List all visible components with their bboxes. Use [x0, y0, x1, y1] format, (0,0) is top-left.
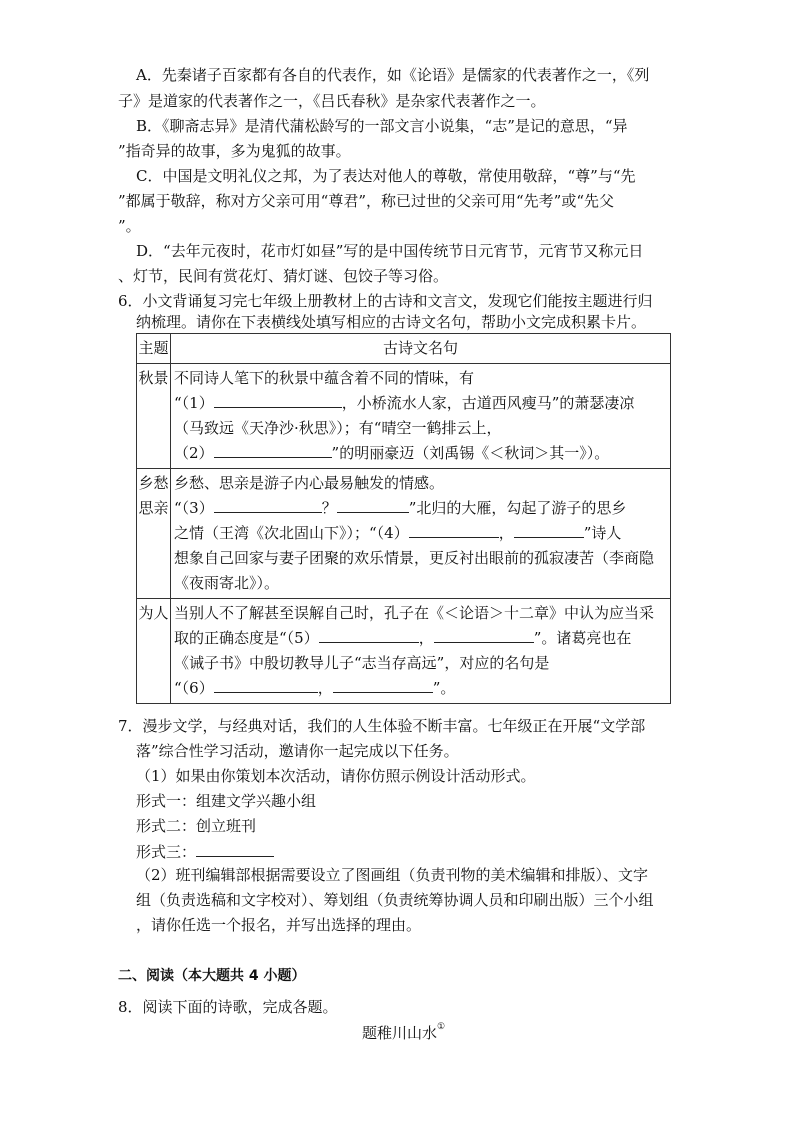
homesick-line-2: [174, 496, 667, 521]
homesick-comma: ，: [498, 524, 514, 542]
autumn-line-2-rest: ，小桥流水人家，古道西风瘦马”的萧瑟凄凉: [341, 394, 635, 412]
accumulation-card-table: [136, 333, 671, 704]
content-autumn: [171, 364, 671, 469]
autumn-line-2: [174, 391, 667, 416]
conduct-line-3: 《诫子书》中殷切教导儿子“志当存高远”，对应的名句是: [174, 654, 550, 672]
autumn-line-4-rest: ”的明丽豪迈（刘禹锡《＜秋词＞其一》）。: [331, 444, 610, 462]
conduct-line-4: [174, 676, 667, 701]
homesick-line-3-rest: ”诗人: [583, 524, 622, 542]
answer-blank-form-3[interactable]: [196, 840, 274, 857]
q7-sub-1: （1）如果由你策划本次活动，请你仿照示例设计活动形式。: [136, 767, 536, 785]
table-header-row: [137, 334, 671, 364]
conduct-line-1: 当别人不了解甚至误解自己时，孔子在《＜论语＞十二章》中认为应当采: [174, 604, 655, 622]
table-row-autumn: [137, 364, 671, 469]
blank-3-label: “（3）: [174, 499, 214, 517]
option-c-line-1: C．中国是文明礼仪之邦，为了表达对他人的尊敬，常使用敬辞，“尊”与“先: [136, 167, 636, 185]
answer-blank-5b[interactable]: [434, 626, 534, 643]
q7-sub-2-line-1: （2）班刊编辑部根据需要设立了图画组（负责刊物的美术编辑和排版）、文字: [136, 866, 649, 884]
homesick-q-mark: ？: [321, 499, 337, 517]
section-heading: 二、阅读（本大题共 4 小题）: [118, 968, 306, 984]
option-d-line-2: 、灯节，民间有赏花灯、猜灯谜、包饺子等习俗。: [118, 267, 449, 285]
conduct-line-2-start: 取的正确态度是“（5）: [174, 629, 319, 647]
poem-title: [362, 1022, 445, 1043]
q7-sub-2-line-2: 组（负责选稿和文字校对）、筹划组（负责统筹协调人员和印刷出版）三个小组: [136, 891, 654, 909]
option-a-line-1: A．先秦诸子百家都有各自的代表作，如《论语》是儒家的代表著作之一，《列: [136, 66, 650, 84]
table-row-conduct: [137, 599, 671, 704]
homesick-line-3-start: 之情（王湾《次北固山下》）；“（4）: [174, 524, 409, 542]
option-c-line-2: ”都属于敬辞，称对方父亲可用“尊君”，称已过世的父亲可用“先考”或“先父: [118, 192, 615, 210]
blank-2-label: （2）: [174, 444, 214, 462]
homesick-line-3: [174, 521, 667, 546]
header-theme: 主题: [137, 334, 171, 364]
autumn-line-4: [174, 441, 667, 466]
autumn-line-3: （马致远《天净沙·秋思》）；有“晴空一鹤排云上，: [174, 419, 502, 437]
option-a-line-2: 子》是道家的代表著作之一，《吕氏春秋》是杂家代表著作之一。: [118, 92, 546, 110]
option-c-line-3: ”。: [118, 217, 141, 235]
conduct-comma: ，: [418, 629, 434, 647]
content-conduct: [171, 599, 671, 704]
answer-blank-4b[interactable]: [514, 521, 584, 538]
blank-1-label: “（1）: [174, 394, 214, 412]
conduct-line-2: [174, 626, 667, 651]
homesick-line-2-rest: ”北归的大雁，勾起了游子的思乡: [408, 499, 627, 517]
homesick-line-5: 《夜雨寄北》）。: [174, 574, 280, 592]
conduct-line-4-rest: ”。: [432, 679, 456, 697]
option-d-line-1: D．“去年元夜时，花市灯如昼”写的是中国传统节日元宵节，元宵节又称元日: [136, 242, 644, 260]
q7-sub-2-line-3: ，请你任选一个报名，并写出选择的理由。: [136, 916, 422, 934]
theme-homesick-line-2: 思亲: [138, 499, 169, 517]
header-content: 古诗文名句: [171, 334, 671, 364]
answer-blank-2[interactable]: [214, 441, 332, 458]
theme-conduct: 为人: [137, 599, 171, 704]
answer-blank-1[interactable]: [214, 391, 342, 408]
option-b-line-1: B．《聊斋志异》是清代蒲松龄写的一部文言小说集，“志”是记的意思，“异: [136, 117, 628, 135]
answer-blank-3b[interactable]: [337, 496, 409, 513]
theme-homesick-line-1: 乡愁: [138, 474, 169, 492]
q7-form-3: [136, 840, 274, 863]
blank-6-label: “（6）: [174, 679, 214, 697]
option-b-line-2: ”指奇异的故事，多为鬼狐的故事。: [118, 142, 351, 160]
q7-form-1: 形式一：组建文学兴趣小组: [136, 792, 317, 810]
answer-blank-6a[interactable]: [214, 676, 318, 693]
conduct-line-2-rest: ”。诸葛亮也在: [533, 629, 632, 647]
q6-stem-line-2: 纳梳理。请你在下表横线处填写相应的古诗文名句，帮助小文完成积累卡片。: [136, 313, 647, 331]
q7-form-3-label: 形式三：: [136, 843, 197, 861]
q7-stem-line-1: 7．漫步文学，与经典对话，我们的人生体验不断丰富。七年级正在开展“文学部: [118, 717, 646, 735]
answer-blank-5a[interactable]: [319, 626, 419, 643]
theme-homesick: [137, 469, 171, 599]
table-row-homesick: [137, 469, 671, 599]
q7-form-2: 形式二：创立班刊: [136, 817, 257, 835]
autumn-line-1: 不同诗人笔下的秋景中蕴含着不同的情味，有: [174, 369, 475, 387]
answer-blank-6b[interactable]: [333, 676, 433, 693]
content-homesick: [171, 469, 671, 599]
q6-stem-line-1: 6．小文背诵复习完七年级上册教材上的古诗和文言文，发现它们能按主题进行归: [118, 292, 653, 310]
answer-blank-3a[interactable]: [214, 496, 322, 513]
footnote-marker: ①: [437, 1022, 446, 1032]
poem-title-text: 题稚川山水: [362, 1024, 438, 1042]
answer-blank-4a[interactable]: [409, 521, 499, 538]
q7-stem-line-2: 落”综合性学习活动，邀请你一起完成以下任务。: [136, 742, 459, 760]
q8-stem: 8．阅读下面的诗歌，完成各题。: [118, 998, 338, 1016]
homesick-line-1: 乡愁、思亲是游子内心最易触发的情感。: [174, 474, 445, 492]
conduct-comma-2: ，: [317, 679, 333, 697]
theme-autumn: 秋景: [137, 364, 171, 469]
homesick-line-4: 想象自己回家与妻子团聚的欢乐情景，更反衬出眼前的孤寂凄苦（李商隐: [174, 549, 655, 567]
